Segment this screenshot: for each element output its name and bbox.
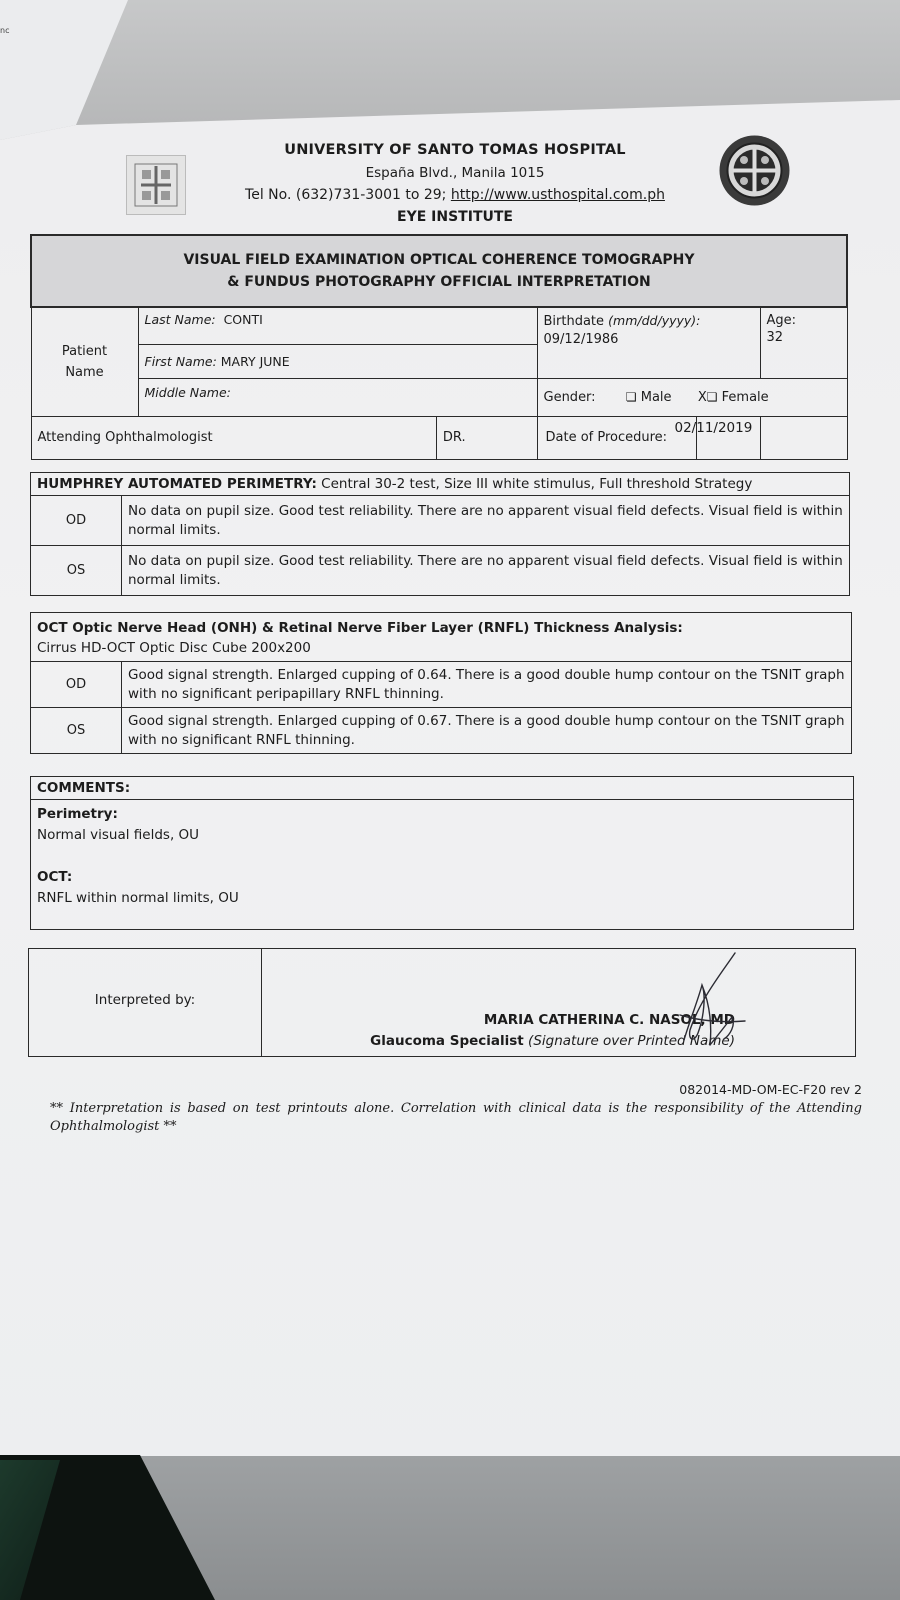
attending-label: Attending Ophthalmologist: [31, 416, 436, 459]
hospital-logo-left: [126, 155, 186, 215]
comments-heading: COMMENTS:: [31, 777, 854, 800]
perimetry-table: [30, 472, 850, 596]
corner-text: nc: [0, 26, 10, 35]
female-checkbox[interactable]: ❏: [706, 389, 718, 404]
department-name: EYE INSTITUTE: [397, 209, 513, 225]
oct-heading: OCT Optic Nerve Head (ONH) & Retinal Nerve Fiber Layer (RNFL) Thickness Analysis:: [37, 620, 683, 636]
gender-mark: X: [697, 389, 707, 405]
age-field: Age: 32: [760, 307, 847, 378]
procedure-date-cell: [674, 416, 847, 459]
perimetry-text-os: No data on pupil size. Good test reliability. There are no apparent visual field defects. Visual field is within normal limits.: [122, 546, 850, 596]
perimetry-text-od: No data on pupil size. Good test reliability. There are no apparent visual field defects. Visual field is within normal limits.: [122, 496, 850, 546]
patient-info-table: [30, 234, 848, 460]
comments-table: [30, 776, 854, 930]
footer-note: ** Interpretation is based on test printouts alone. Correlation with clinical data is the responsibility of the Attending Ophthalmologist **: [50, 1101, 862, 1134]
procedure-date-value: 02/11/2019: [674, 419, 753, 436]
procedure-date-label: Date of Procedure:: [545, 430, 668, 445]
first-name-field: First Name: MARY JUNE: [138, 344, 537, 378]
oct-eye-os: OS: [31, 708, 122, 754]
attending-value: DR.: [436, 416, 537, 459]
oct-table: [30, 612, 852, 754]
comments-perimetry-label: Perimetry:: [37, 806, 118, 822]
male-checkbox[interactable]: ❏: [625, 389, 637, 404]
handwritten-signature: [660, 945, 755, 1060]
hospital-name: UNIVERSITY OF SANTO TOMAS HOSPITAL: [284, 142, 626, 158]
birthdate-field: Birthdate (mm/dd/yyyy): 09/12/1986: [537, 307, 760, 378]
patient-name-label: Patient Name: [31, 307, 138, 416]
comments-perimetry-text: Normal visual fields, OU: [37, 827, 200, 843]
comments-oct-text: RNFL within normal limits, OU: [37, 890, 239, 906]
oct-row-os: [31, 708, 852, 754]
telephone: Tel No. (632)731-3001 to 29;: [245, 187, 451, 203]
form-title: VISUAL FIELD EXAMINATION OPTICAL COHERENCE TOMOGRAPHY & FUNDUS PHOTOGRAPHY OFFICIAL INTERPRETATION: [31, 235, 847, 307]
signature-block: [262, 949, 856, 1057]
perimetry-heading: HUMPHREY AUTOMATED PERIMETRY: Central 30-2 test, Size III white stimulus, Full threshold Strategy: [31, 473, 850, 496]
website-link[interactable]: http://www.usthospital.com.ph: [450, 187, 665, 203]
oct-heading-cell: [31, 613, 852, 662]
last-name-field: Last Name: CONTI: [138, 307, 537, 344]
first-name-value: MARY JUNE: [220, 353, 290, 369]
perimetry-row-od: [31, 496, 850, 546]
oct-eye-od: OD: [31, 662, 122, 708]
oct-text-os: Good signal strength. Enlarged cupping of 0.67. There is a good double hump contour on the TSNIT graph with no significant RNFL thinning.: [122, 708, 852, 754]
perimetry-row-os: [31, 546, 850, 596]
hospital-address: España Blvd., Manila 1015: [365, 165, 545, 181]
institute-seal: [717, 133, 792, 208]
interpreted-by-label: Interpreted by:: [29, 949, 262, 1057]
comments-oct-label: OCT:: [37, 869, 73, 885]
oct-device: Cirrus HD-OCT Optic Disc Cube 200x200: [37, 640, 311, 656]
birthdate-value: 09/12/1986: [543, 332, 619, 347]
hospital-contact: [220, 187, 690, 203]
signatory-title: Glaucoma Specialist (Signature over Printed Name): [370, 1033, 735, 1049]
form-code: 082014-MD-OM-EC-F20 rev 2: [679, 1082, 862, 1097]
perimetry-eye-os: OS: [31, 546, 122, 596]
oct-row-od: [31, 662, 852, 708]
last-name-value: CONTI: [223, 312, 263, 327]
age-value: 32: [766, 330, 784, 345]
gender-field: Gender: ❏ Male X❏ Female: [537, 378, 847, 416]
comments-body: [31, 800, 854, 930]
perimetry-eye-od: OD: [31, 496, 122, 546]
oct-text-od: Good signal strength. Enlarged cupping of 0.64. There is a good double hump contour on the TSNIT graph with no significant peripapillary RNFL thinning.: [122, 662, 852, 708]
middle-name-field: Middle Name:: [138, 378, 537, 416]
signatory-name: MARIA CATHERINA C. NASOL, MD: [483, 1012, 735, 1028]
